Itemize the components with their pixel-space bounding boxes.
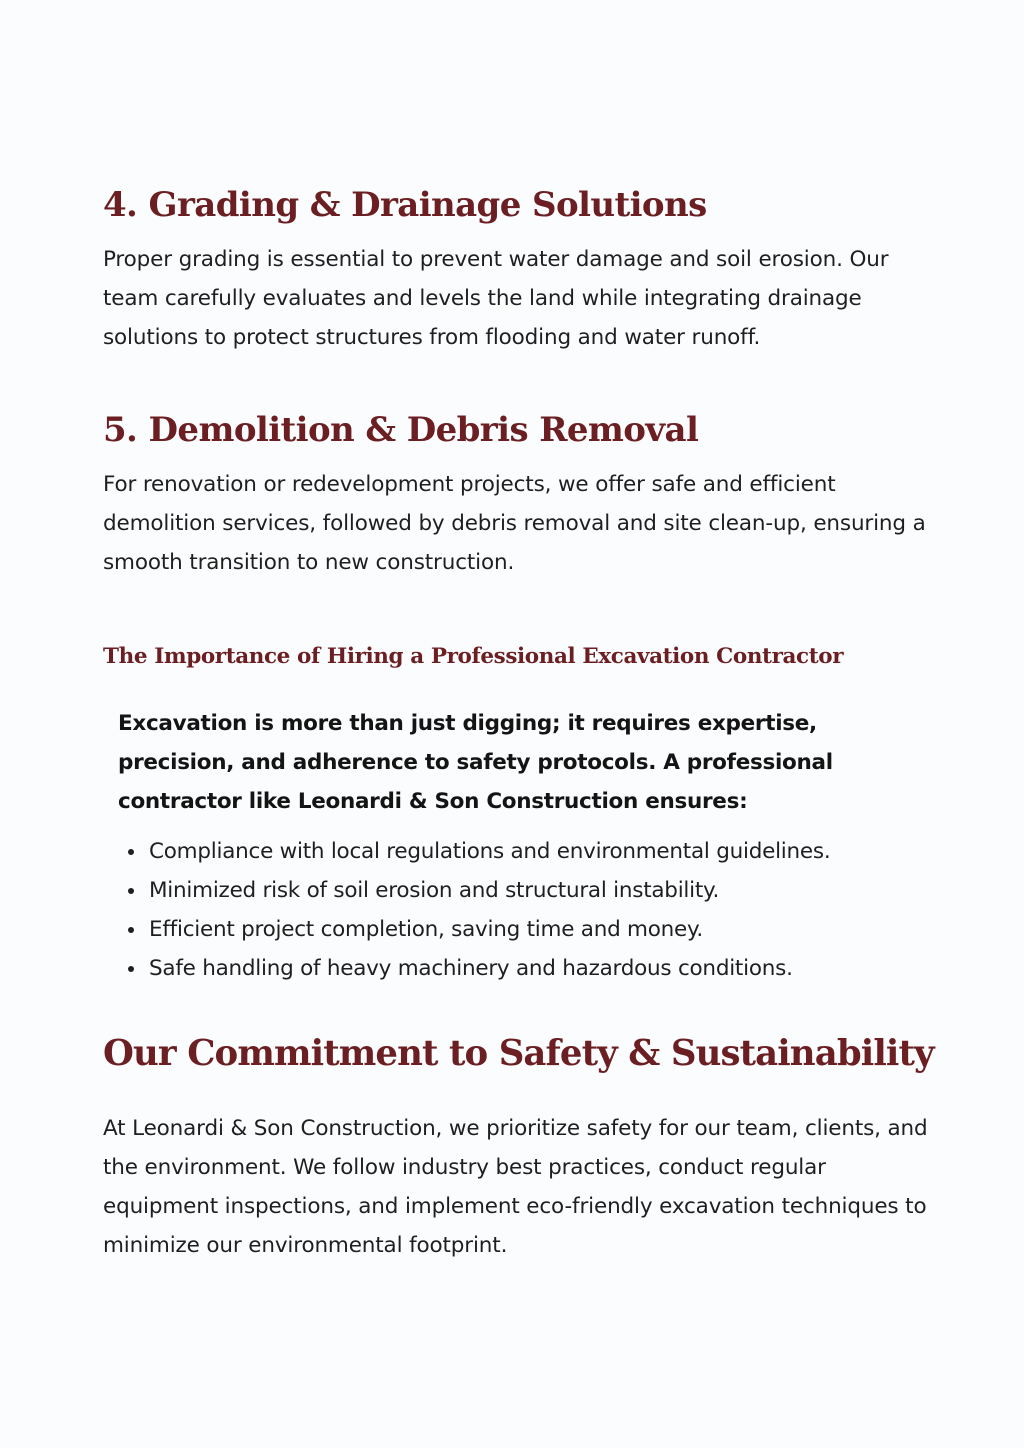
- list-item-text: Compliance with local regulations and environmental guidelines.: [149, 839, 831, 864]
- list-item: [118, 910, 830, 949]
- section-title-grading: 4. Grading & Drainage Solutions: [103, 185, 707, 225]
- section-title-demolition: 5. Demolition & Debris Removal: [103, 410, 699, 450]
- section-body-grading: Proper grading is essential to prevent water damage and soil erosion. Our team carefully evaluates and levels the land while integrating drainage solutions to protect structures from flooding and water runoff.: [103, 247, 889, 350]
- list-item: [118, 949, 830, 988]
- importance-bullet-list: [118, 832, 830, 988]
- bullet-icon: [128, 966, 134, 972]
- list-item-text: Safe handling of heavy machinery and hazardous conditions.: [149, 956, 793, 981]
- list-item-text: Minimized risk of soil erosion and structural instability.: [149, 878, 720, 903]
- section-title-importance: The Importance of Hiring a Professional Excavation Contractor: [103, 644, 844, 669]
- section-body-commitment: At Leonardi & Son Construction, we prioritize safety for our team, clients, and the environment. We follow industry best practices, conduct regular equipment inspections, and implement eco-friendly excavation techniques to minimize our environmental footprint.: [103, 1116, 928, 1258]
- list-item: [118, 832, 830, 871]
- section-title-commitment: Our Commitment to Safety & Sustainability: [103, 1033, 934, 1074]
- bullet-icon: [128, 849, 134, 855]
- importance-intro: Excavation is more than just digging; it requires expertise, precision, and adherence to safety protocols. A professional contractor like Leonardi & Son Construction ensures:: [118, 711, 833, 814]
- bullet-icon: [128, 888, 134, 894]
- list-item-text: Efficient project completion, saving time and money.: [149, 917, 703, 942]
- list-item: [118, 871, 830, 910]
- bullet-icon: [128, 927, 134, 933]
- section-body-demolition: For renovation or redevelopment projects, we offer safe and efficient demolition services, followed by debris removal and site clean-up, ensuring a smooth transition to new construction.: [103, 472, 926, 575]
